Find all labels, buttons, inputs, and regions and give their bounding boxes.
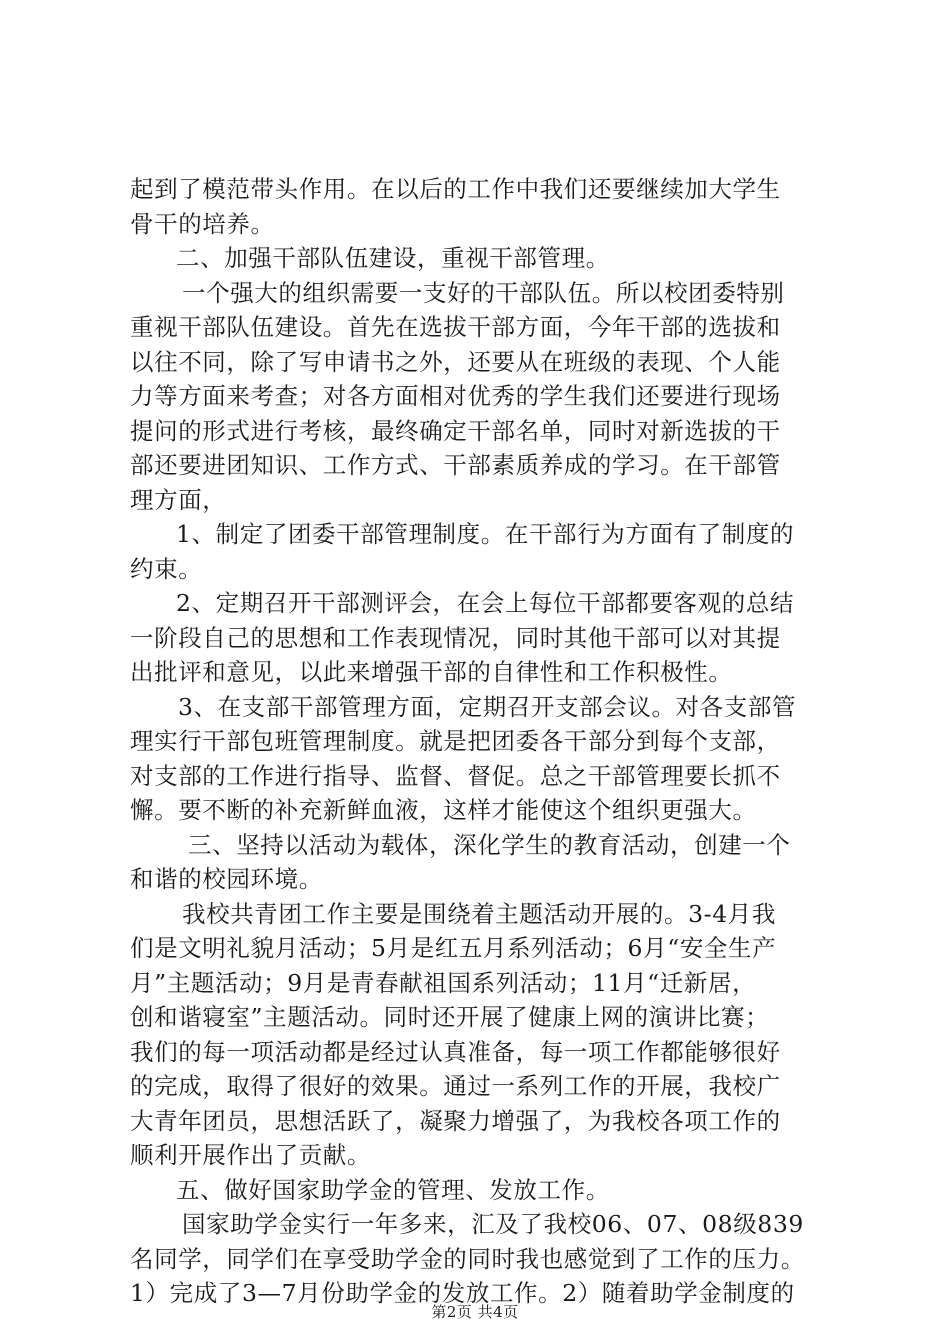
text-line: 的完成，取得了很好的效果。通过一系列工作的开展，我校广 xyxy=(130,1072,781,1100)
text-line: 们是文明礼貌月活动；5月是红五月系列活动；6月“安全生产 xyxy=(130,934,777,962)
text-line: 出批评和意见，以此来增强干部的自律性和工作积极性。 xyxy=(130,658,733,686)
text-line: 一个强大的组织需要一支好的干部队伍。所以校团委特别 xyxy=(182,278,785,307)
text-line: 1、制定了团委干部管理制度。在干部行为方面有了制度的 xyxy=(176,520,795,548)
text-line: 我们的每一项活动都是经过认真准备，每一项工作都能够很好 xyxy=(130,1037,781,1066)
text-line: 对支部的工作进行指导、监督、督促。总之干部管理要长抓不 xyxy=(130,761,781,790)
text-line: 以往不同，除了写申请书之外，还要从在班级的表现、个人能 xyxy=(130,347,781,376)
text-line: 三、坚持以活动为载体，深化学生的教育活动，创建一个 xyxy=(188,830,791,859)
text-line: 五、做好国家助学金的管理、发放工作。 xyxy=(176,1175,610,1204)
text-line: 起到了模范带头作用。在以后的工作中我们还要继续加大学生 xyxy=(130,175,781,203)
text-line: 力等方面来考查；对各方面相对优秀的学生我们还要进行现场 xyxy=(130,382,781,410)
text-line: 和谐的校园环境。 xyxy=(130,865,323,893)
text-line: 3、在支部干部管理方面，定期召开支部会议。对各支部管 xyxy=(178,692,797,721)
text-line: 提问的形式进行考核，最终确定干部名单，同时对新选拔的干 xyxy=(130,416,781,445)
text-line: 重视干部队伍建设。首先在选拔干部方面，今年干部的选拔和 xyxy=(130,313,781,341)
text-line: 创和谐寝室”主题活动。同时还开展了健康上网的演讲比赛； xyxy=(130,1003,770,1031)
text-line: 名同学，同学们在享受助学金的同时我也感觉到了工作的压力。 xyxy=(130,1244,805,1273)
text-line: 部还要进团知识、工作方式、干部素质养成的学习。在干部管 xyxy=(130,451,781,479)
text-line: 约束。 xyxy=(130,554,203,583)
text-line: 理实行干部包班管理制度。就是把团委各干部分到每个支部， xyxy=(130,727,781,755)
text-line: 二、加强干部队伍建设，重视干部管理。 xyxy=(176,244,610,272)
text-line: 一阶段自己的思想和工作表现情况，同时其他干部可以对其提 xyxy=(130,623,781,652)
text-line: 1）完成了3—7月份助学金的发放工作。2）随着助学金制度的 xyxy=(130,1279,795,1307)
text-line: 国家助学金实行一年多来，汇及了我校06、07、08级839 xyxy=(182,1210,804,1238)
document-body xyxy=(130,172,830,1311)
text-line: 2、定期召开干部测评会，在会上每位干部都要客观的总结 xyxy=(176,589,795,617)
text-line: 我校共青团工作主要是围绕着主题活动开展的。3-4月我 xyxy=(182,899,776,928)
text-line: 懈。要不断的补充新鲜血液，这样才能使这个组织更强大。 xyxy=(130,796,757,824)
text-line: 骨干的培养。 xyxy=(130,209,275,238)
text-line: 顺利开展作出了贡献。 xyxy=(130,1141,371,1169)
text-line: 理方面， xyxy=(130,485,227,514)
text-line: 月”主题活动；9月是青春献祖国系列活动；11月“迁新居， xyxy=(130,968,757,997)
text-line: 大青年团员，思想活跃了，凝聚力增强了，为我校各项工作的 xyxy=(130,1106,781,1135)
page-footer: 第2页 共4页 xyxy=(431,1303,519,1321)
